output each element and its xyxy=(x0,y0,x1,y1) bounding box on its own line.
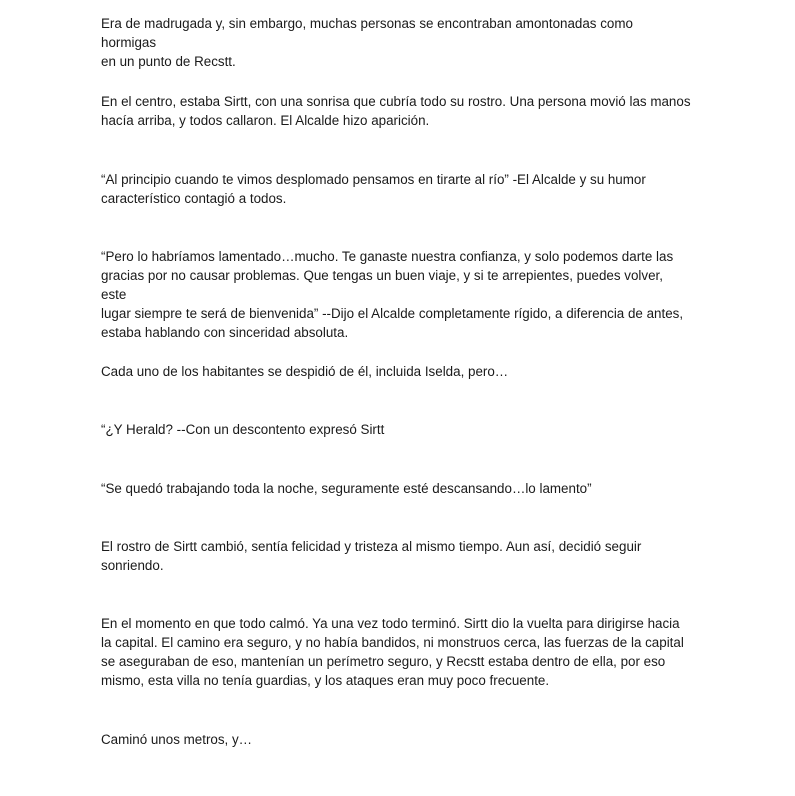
paragraph-6: “¿Y Herald? --Con un descontento expresó Sirtt xyxy=(101,422,385,437)
paragraph-2: En el centro, estaba Sirtt, con una sonrisa que cubría todo su rostro. Una persona movió las manos hacía arriba, y todos callaron. El Alcalde hizo aparición. xyxy=(101,94,691,128)
paragraph-10: Caminó unos metros, y… xyxy=(101,732,253,747)
paragraph-4: “Pero lo habríamos lamentado…mucho. Te ganaste nuestra confianza, y solo podemos darte las gracias por no causar problemas. Que tengas un buen viaje, y si te arrepientes, puedes volver, este lugar siempre te será de bienvenida” --Dijo el Alcalde completamente rígido, a diferencia de antes, estaba hablando con sinceridad absoluta. xyxy=(101,249,684,340)
paragraph-3: “Al principio cuando te vimos desplomado pensamos en tirarte al río” -El Alcalde y su humor característico contagió a todos. xyxy=(101,172,646,206)
paragraph-8: El rostro de Sirtt cambió, sentía felicidad y tristeza al mismo tiempo. Aun así, decidió seguir sonriendo. xyxy=(101,539,642,573)
paragraph-1: Era de madrugada y, sin embargo, muchas personas se encontraban amontonadas como hormigas en un punto de Recstt. xyxy=(101,16,633,69)
paragraph-5: Cada uno de los habitantes se despidió de él, incluida Iselda, pero… xyxy=(101,364,509,379)
paragraph-9: En el momento en que todo calmó. Ya una vez todo terminó. Sirtt dio la vuelta para dirigirse hacia la capital. El camino era seguro, y no había bandidos, ni monstruos cerca, las fuerzas de la capital se aseguraban de eso, mantenían un perímetro seguro, y Recstt estaba dentro de ella, por eso mismo, esta villa no tenía guardias, y los ataques eran muy poco frecuente. xyxy=(101,616,684,688)
paragraph-7: “Se quedó trabajando toda la noche, seguramente esté descansando…lo lamento” xyxy=(101,481,592,496)
